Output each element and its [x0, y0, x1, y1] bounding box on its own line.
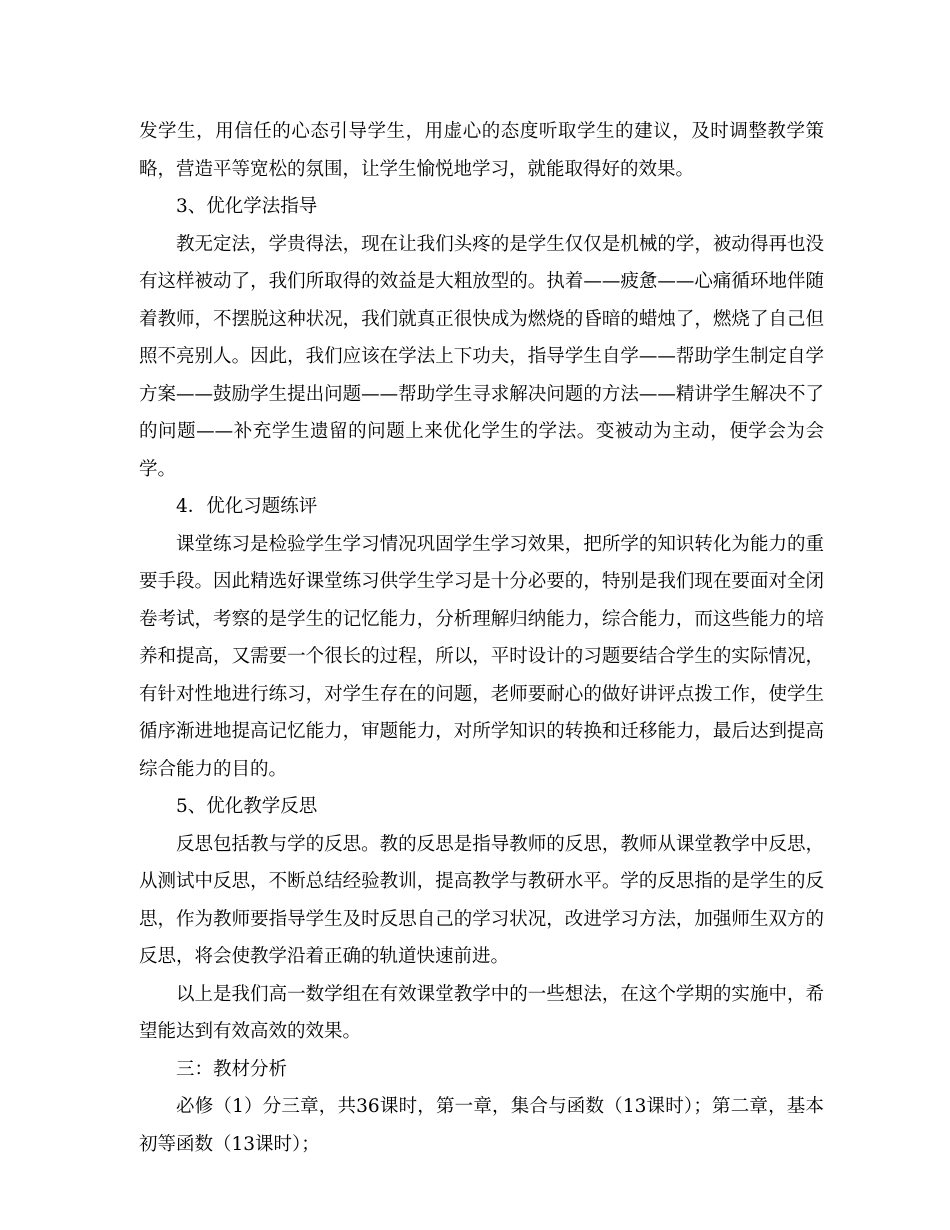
paragraph-continuation: 发学生，用信任的心态引导学生，用虚心的态度听取学生的建议，及时调整教学策略，营造平等宽松的氛围，让学生愉悦地学习，就能取得好的效果。	[139, 121, 824, 180]
paragraph-exercises: 课堂练习是检验学生学习情况巩固学生学习效果，把所学的知识转化为能力的重要手段。因此精选好课堂练习供学生学习是十分必要的，特别是我们现在要面对全闭卷考试，考察的是学生的记忆能力，分析理解归纳能力，综合能力，而这些能力的培养和提高，又需要一个很长的过程，所以，平时设计的习题要结合学生的实际情况，有针对性地进行练习，对学生存在的问题，老师要耐心的做好讲评点拨工作，使学生循序渐进地提高记忆能力，审题能力，对所学知识的转换和迁移能力，最后达到提高综合能力的目的。	[139, 533, 824, 780]
section-heading-4: 4．优化习题练评	[176, 496, 318, 517]
paragraph-summary: 以上是我们高一数学组在有效课堂教学中的一些想法，在这个学期的实施中，希望能达到有效高效的效果。	[139, 983, 824, 1042]
section-heading-5: 5、优化教学反思	[176, 796, 318, 817]
paragraph-learning-methods: 教无定法，学贵得法，现在让我们头疼的是学生仅仅是机械的学，被动得再也没有这样被动了，我们所取得的效益是大粗放型的。执着——疲惫——心痛循环地伴随着教师，不摆脱这种状况，我们就真正很快成为燃烧的昏暗的蜡烛了，燃烧了自己但照不亮别人。因此，我们应该在学法上下功夫，指导学生自学——帮助学生制定自学方案——鼓励学生提出问题——帮助学生寻求解决问题的方法——精讲学生解决不了的问题——补充学生遗留的问题上来优化学生的学法。变被动为主动，便学会为会学。	[139, 233, 824, 480]
paragraph-textbook-chapters: 必修（1）分三章，共36课时，第一章，集合与函数（13课时）；第二章，基本初等函数（13课时）；	[139, 1096, 824, 1155]
section-heading-3: 3、优化学法指导	[176, 196, 318, 217]
section-heading-textbook-analysis: 三：教材分析	[176, 1058, 288, 1080]
paragraph-reflection: 反思包括教与学的反思。教的反思是指导教师的反思，教师从课堂教学中反思，从测试中反思，不断总结经验教训，提高教学与教研水平。学的反思指的是学生的反思，作为教师要指导学生及时反思自己的学习状况，改进学习方法，加强师生双方的反思，将会使教学沿着正确的轨道快速前进。	[139, 833, 824, 967]
document-body	[139, 113, 824, 1163]
